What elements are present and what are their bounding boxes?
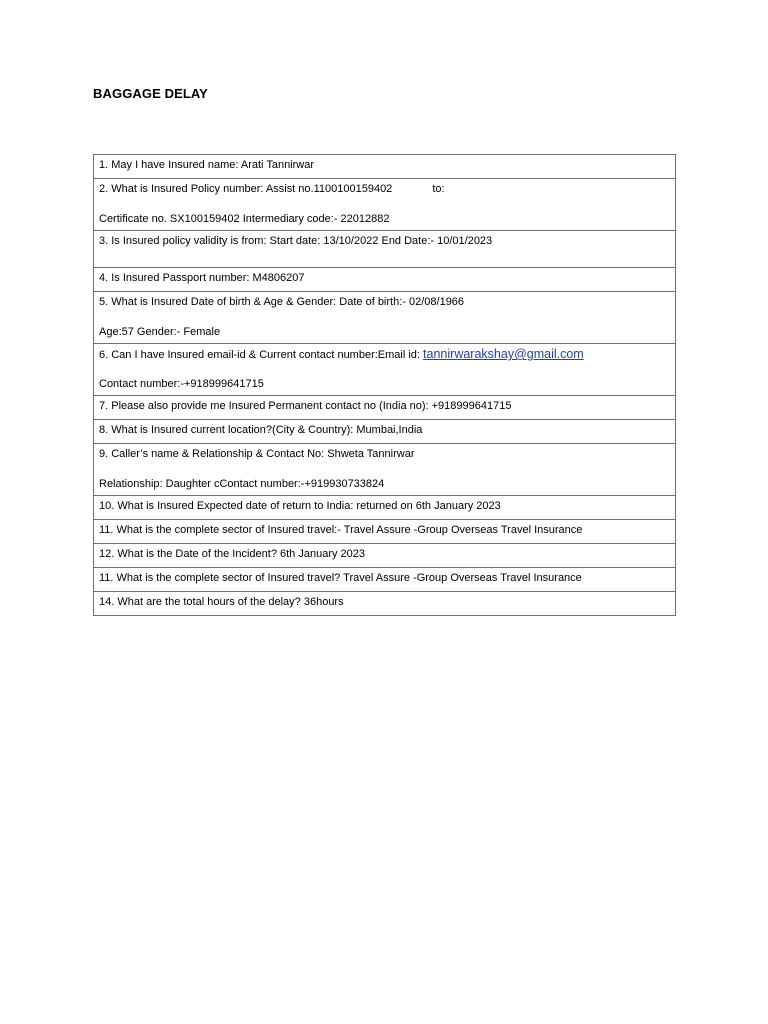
question-cell bbox=[94, 268, 676, 292]
table-row bbox=[94, 344, 676, 396]
question-cell bbox=[94, 444, 676, 496]
table-row bbox=[94, 268, 676, 292]
question-cell bbox=[94, 592, 676, 616]
cell-text: 3. Is Insured policy validity is from: Start date: 13/10/2022 End Date:- 10/01/2023 bbox=[99, 235, 493, 247]
cell-text: 5. What is Insured Date of birth & Age & Gender: Date of birth:- 02/08/1966 bbox=[99, 296, 465, 308]
cell-text: 8. What is Insured current location?(City & Country): Mumbai,India bbox=[99, 424, 423, 436]
table-row bbox=[94, 496, 676, 520]
question-cell bbox=[94, 231, 676, 268]
email-link[interactable]: tannirwarakshay@gmail.com bbox=[423, 347, 584, 361]
cell-text: 7. Please also provide me Insured Permanent contact no (India no): +918999641715 bbox=[99, 400, 512, 412]
question-cell bbox=[94, 568, 676, 592]
table-row bbox=[94, 444, 676, 496]
page-title: BAGGAGE DELAY bbox=[93, 86, 208, 101]
cell-text-line bbox=[99, 347, 670, 361]
table-row bbox=[94, 396, 676, 420]
question-cell bbox=[94, 496, 676, 520]
cell-text: 2. What is Insured Policy number: Assist no.1100100159402 bbox=[99, 183, 393, 195]
question-cell bbox=[94, 420, 676, 444]
cell-text: 11. What is the complete sector of Insured travel? Travel Assure -Group Overseas Travel Insurance bbox=[99, 572, 582, 584]
cell-text-line bbox=[99, 182, 670, 196]
question-cell bbox=[94, 520, 676, 544]
cell-text: Contact number:-+918999641715 bbox=[99, 378, 264, 390]
table-row bbox=[94, 231, 676, 268]
qa-table bbox=[93, 154, 676, 616]
question-cell bbox=[94, 292, 676, 344]
table-row bbox=[94, 568, 676, 592]
cell-text: 4. Is Insured Passport number: M4806207 bbox=[99, 272, 305, 284]
table-row bbox=[94, 179, 676, 231]
question-cell bbox=[94, 179, 676, 231]
cell-text: 12. What is the Date of the Incident? 6th January 2023 bbox=[99, 548, 366, 560]
cell-text: 1. May I have Insured name: Arati Tannirwar bbox=[99, 159, 315, 171]
table-row bbox=[94, 420, 676, 444]
table-row bbox=[94, 292, 676, 344]
cell-text: 9. Caller’s name & Relationship & Contact No: Shweta Tannirwar bbox=[99, 448, 415, 460]
table-row bbox=[94, 544, 676, 568]
table-row bbox=[94, 155, 676, 179]
cell-text: Relationship: Daughter cContact number:-+919930733824 bbox=[99, 478, 385, 490]
cell-text: Certificate no. SX100159402 Intermediary code:- 22012882 bbox=[99, 213, 390, 225]
question-cell bbox=[94, 396, 676, 420]
cell-text: to: bbox=[432, 183, 445, 195]
cell-text: Age:57 Gender:- Female bbox=[99, 326, 221, 338]
question-cell bbox=[94, 544, 676, 568]
table-row bbox=[94, 520, 676, 544]
table-row bbox=[94, 592, 676, 616]
cell-text: 10. What is Insured Expected date of return to India: returned on 6th January 2023 bbox=[99, 500, 501, 512]
question-cell bbox=[94, 155, 676, 179]
cell-text: 11. What is the complete sector of Insured travel:- Travel Assure -Group Overseas Travel Insurance bbox=[99, 524, 583, 536]
question-cell bbox=[94, 344, 676, 396]
cell-text: 14. What are the total hours of the delay? 36hours bbox=[99, 596, 344, 608]
cell-text: 6. Can I have Insured email-id & Current contact number:Email id: bbox=[99, 349, 424, 361]
